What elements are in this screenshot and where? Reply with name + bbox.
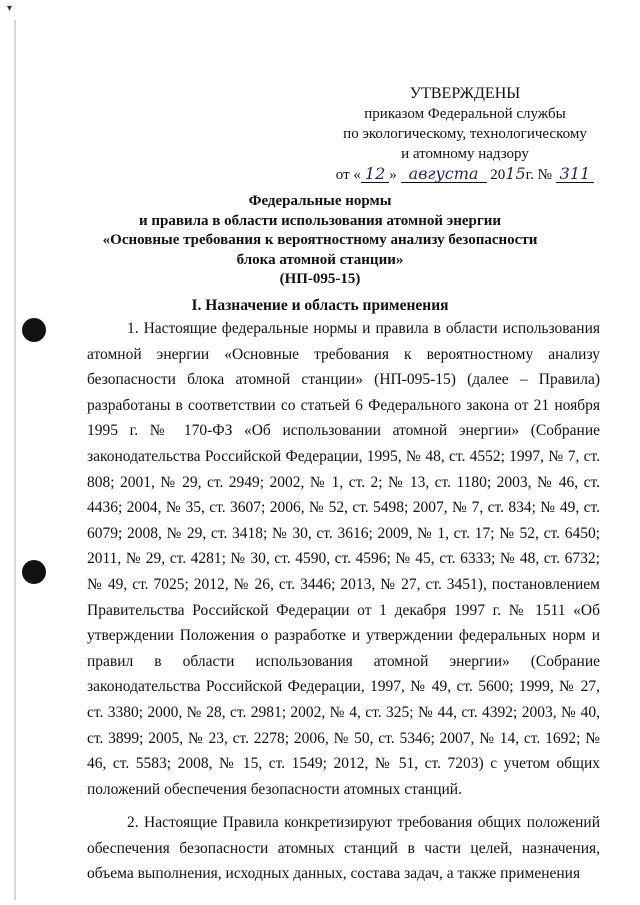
paragraph-2: 2. Настоящие Правила конкретизируют требования общих положений обеспечения безопасности атомных станций в части целей, назначения, объема выполнения, исходных данных, состава задач, а также применения	[87, 814, 600, 883]
order-prefix: г. №	[525, 167, 552, 183]
approval-date-line	[336, 164, 594, 185]
scan-corner-mark: ▾	[7, 3, 13, 14]
document-title	[60, 192, 580, 290]
approval-line-3: и атомному надзору	[401, 146, 529, 162]
section-heading: I. Назначение и область применения	[191, 297, 449, 314]
approval-heading: УТВЕРЖДЕНЫ	[409, 85, 521, 102]
approval-block	[320, 84, 610, 185]
order-number-handwritten: 311	[556, 166, 595, 183]
punch-hole-bottom	[22, 560, 46, 584]
date-year-prefix: 20	[490, 167, 506, 183]
paragraph-1: 1. Настоящие федеральные нормы и правила в области использования атомной энергии «Основные требования к вероятностному анализу безопасности блока атомной станции» (НП-095-15) (далее – Правила) разработаны в соответствии со статьей 6 Федерального закона от 21 ноября 1995 г. № 170-ФЗ «Об использовании атомной энергии» (Собрание законодательства Российской Федерации, 1995, № 48, ст. 4552; 1997, № 7, ст. 808; 2001, № 29, ст. 2949; 2002, № 1, ст. 2; № 13, ст. 1180; 2003, № 46, ст. 4436; 2004, № 35, ст. 3607; 2006, № 52, ст. 5498; 2007, № 7, ст. 834; № 49, ст. 6079; 2008, № 29, ст. 3418; № 30, ст. 3616; 2009, № 1, ст. 17; № 52, ст. 6450; 2011, № 29, ст. 4281; № 30, ст. 4590, ст. 4596; № 45, ст. 6333; № 48, ст. 6732; № 49, ст. 7025; 2012, № 26, ст. 3446; 2013, № 27, ст. 3451), постановлением Правительства Российской Федерации от 1 декабря 1997 г. № 1511 «Об утверждении Положения о разработке и утверждении федеральных норм и правил в области использования атомной энергии» (Собрание законодательства Российской Федерации, 1997, № 49, ст. 5600; 1999, № 27, ст. 3380; 2000, № 28, ст. 2981; 2002, № 4, ст. 325; № 44, ст. 4392; 2003, № 40, ст. 3899; 2005, № 23, ст. 2278; 2006, № 50, ст. 5346; 2007, № 14, ст. 1692; № 46, ст. 5583; 2008, № 15, ст. 1549; 2012, № 51, ст. 7203) с учетом общих положений обеспечения безопасности атомных станций.	[87, 320, 600, 798]
date-month-handwritten: августа	[401, 166, 487, 183]
approval-line-2: по экологическому, технологическому	[343, 126, 587, 142]
title-line-3: «Основные требования к вероятностному анализу безопасности	[102, 232, 538, 248]
approval-line-1: приказом Федеральной службы	[364, 106, 566, 122]
title-line-5: (НП-095-15)	[279, 271, 361, 287]
scan-edge-line	[14, 20, 16, 900]
date-day-handwritten: 12	[361, 166, 389, 183]
title-line-1: Федеральные нормы	[248, 193, 392, 209]
date-prefix: от «	[335, 167, 361, 183]
title-line-2: и правила в области использования атомной энергии	[139, 212, 501, 229]
date-year-handwritten: 15	[505, 164, 526, 183]
title-line-4: блока атомной станции»	[236, 251, 404, 268]
punch-hole-top	[22, 318, 46, 342]
body-text	[87, 316, 600, 887]
date-mid: »	[389, 167, 397, 183]
